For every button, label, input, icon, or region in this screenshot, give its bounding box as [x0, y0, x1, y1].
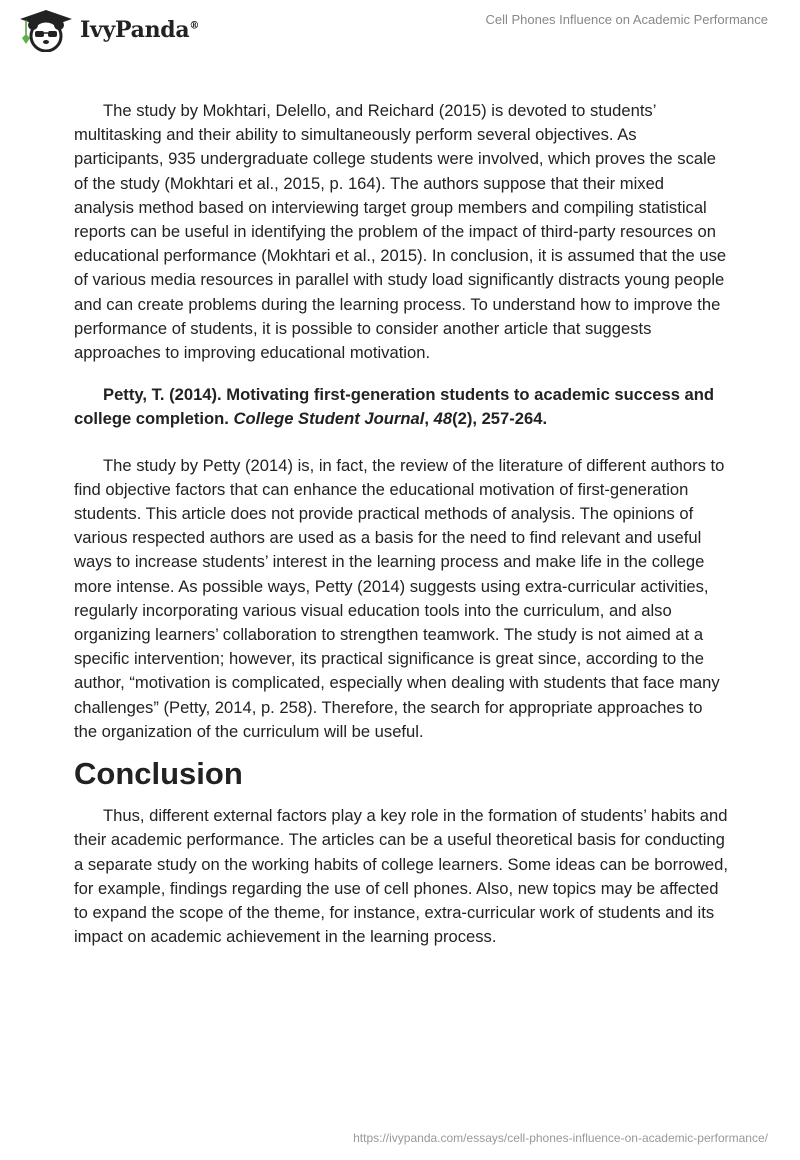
paragraph: Thus, different external factors play a key role in the formation of students’ habits and their academic performance. The articles can be a useful theoretical basis for conducting a separate study on the working habits of college learners. Some ideas can be borrowed, for example, findings regarding the use of cell phones. Also, new topics may be affected to expand the scope of the theme, for instance, extra-curricular work of students and its impact on academic achievement in the learning process.: [74, 806, 728, 947]
paragraph: The study by Petty (2014) is, in fact, the review of the literature of different authors to find objective factors that can enhance the educational motivation of first-generation students. This article does not provide practical methods of analysis. The opinions of various respected authors are used as a basis for the need to find relevant and useful ways to increase students’ interest in the learning process and make life in the college more intense. As possible ways, Petty (2014) suggests using extra-curricular activities, regularly incorporating various visual education tools into the curriculum, and also organizing learners’ collaboration to strengthen teamwork. The study is not aimed at a specific intervention; however, its practical significance is great since, according to the author, “motivation is complicated, especially when dealing with students that face many challenges” (Petty, 2014, p. 258). Therefore, the search for appropriate approaches to the organization of the curriculum will be useful.: [74, 455, 725, 741]
reference-separator: ,: [424, 409, 434, 429]
reference-text: Petty, T. (2014). Motivating first-generation students to academic success and college completion.: [74, 385, 715, 429]
logo-text: IvyPanda®: [80, 17, 200, 43]
panda-graduate-icon: [18, 8, 74, 52]
document-title: Cell Phones Influence on Academic Performance: [485, 12, 768, 27]
reference-pages: (2), 257-264.: [452, 409, 548, 429]
paragraph: The study by Mokhtari, Delello, and Reichard (2015) is devoted to students’ multitasking and their ability to simultaneously perform several objectives. As participants, 935 undergraduate college students were involved, which proves the scale of the study (Mokhtari et al., 2015, p. 164). The authors suppose that their mixed analysis method based on interviewing target group members and compiling statistical reports can be useful in identifying the problem of the impact of third-party resources on educational performance (Mokhtari et al., 2015). In conclusion, it is assumed that the use of various media resources in parallel with study load significantly distracts young people and can create problems during the learning process. To understand how to improve the performance of students, it is possible to consider another article that suggests approaches to improving educational motivation.: [74, 101, 727, 363]
essay-content: [74, 99, 728, 968]
source-url[interactable]: https://ivypanda.com/essays/cell-phones-influence-on-academic-performance/: [353, 1131, 768, 1145]
conclusion-heading: Conclusion: [74, 756, 243, 792]
reference-citation: [74, 383, 728, 431]
journal-title: College Student Journal: [233, 409, 425, 429]
journal-volume: 48: [433, 409, 453, 429]
page-header: [0, 0, 800, 50]
ivypanda-logo[interactable]: [18, 8, 199, 52]
